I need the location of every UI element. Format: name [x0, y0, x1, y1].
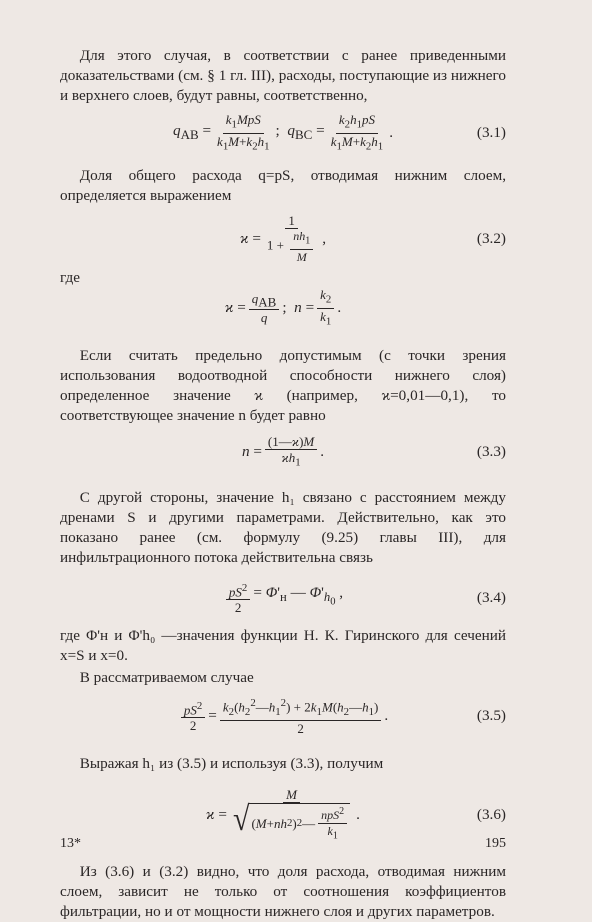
equation-3-3: n = $\frac{(1—ϰ)M}{ϰh_1}$ . (3.3): [241, 433, 506, 469]
paragraph-7: В рассматриваемом случае: [79, 669, 254, 686]
equation-3-6: ϰ = M √ ( M + nh 2 ) 2 — $\frac{npS^2}{k_1}$ . (3.6): [206, 786, 506, 842]
paragraph-2: Доля общего расхода q=pS, отводимая нижним слоем, определяется выражением: [60, 167, 506, 204]
page-body: [60, 0, 506, 922]
paragraph-4: Если считать предельно допустимым (с точки зрения использования водоотводной способности нижнего слоя) определенное значение ϰ (например, ϰ=0,01—0,1), то соответствующее значение n будет равно: [60, 347, 506, 424]
equation-3-4: $\frac{pS^2}{2}$ = $\Phi'_н$ — $\Phi'_{h_0}$ , (3.4): [60, 576, 506, 620]
equation-3-5: $\frac{pS^2}{2}$ = $\frac{k_2(h_2^2—h_1^2) + 2k_1M(h_2—h_1)}{2}$ . (3.5): [60, 694, 506, 738]
equation-number: (3.5): [476, 707, 506, 724]
page-number: 195: [485, 836, 506, 851]
paragraph-8: Выражая h₁ из (3.5) и используя (3.3), получим: [79, 755, 384, 772]
paragraph-5: С другой стороны, значение h₁ связано с расстоянием между дренами S и другими параметрами. Действительно, как это показано ранее (см. формулу (9.25) главы III), для инфильтрационного потока действительна связь: [60, 489, 506, 566]
equation-number: (3.2): [476, 230, 506, 247]
paragraph-where: где: [60, 269, 80, 286]
equation-number: (3.6): [476, 806, 506, 823]
equation-number: (3.4): [476, 589, 506, 606]
equation-number: (3.3): [476, 443, 506, 460]
page-footer: [60, 836, 506, 852]
equation-kappa-n: ϰ = $\frac{q_{AB}}{q}$ ; n = $\frac{k_2}{k_1}$ .: [224, 286, 342, 328]
printer-signature: 13*: [60, 836, 81, 851]
paragraph-6: где Φ'н и Φ'h₀ —значения функции Н. К. Гиринского для сечений x=S и x=0.: [60, 627, 506, 664]
equation-3-1: $q_{AB}$ = $\frac{k_1MpS}{k_1M+k_2h_1}$ ; $q_{BC}$ = $\frac{k_2h_1pS}{k_1M+k_2h_1}$ . (3.1): [173, 111, 506, 153]
equation-3-2: ϰ = 1 1 + $\frac{nh_1}{M}$ , (3.2): [239, 213, 506, 264]
paragraph-9: Из (3.6) и (3.2) видно, что доля расхода, отводимая нижним слоем, зависит не только от соотношения коэффициентов фильтрации, но и от мощности нижнего слоя и других параметров.: [60, 863, 506, 920]
paragraph-1: Для этого случая, в соответствии с ранее приведенными доказательствами (см. § 1 гл. III), расходы, поступающие из нижнего и верхнего слоев, будут равны, соответственно,: [60, 47, 506, 104]
equation-number: (3.1): [476, 124, 506, 141]
